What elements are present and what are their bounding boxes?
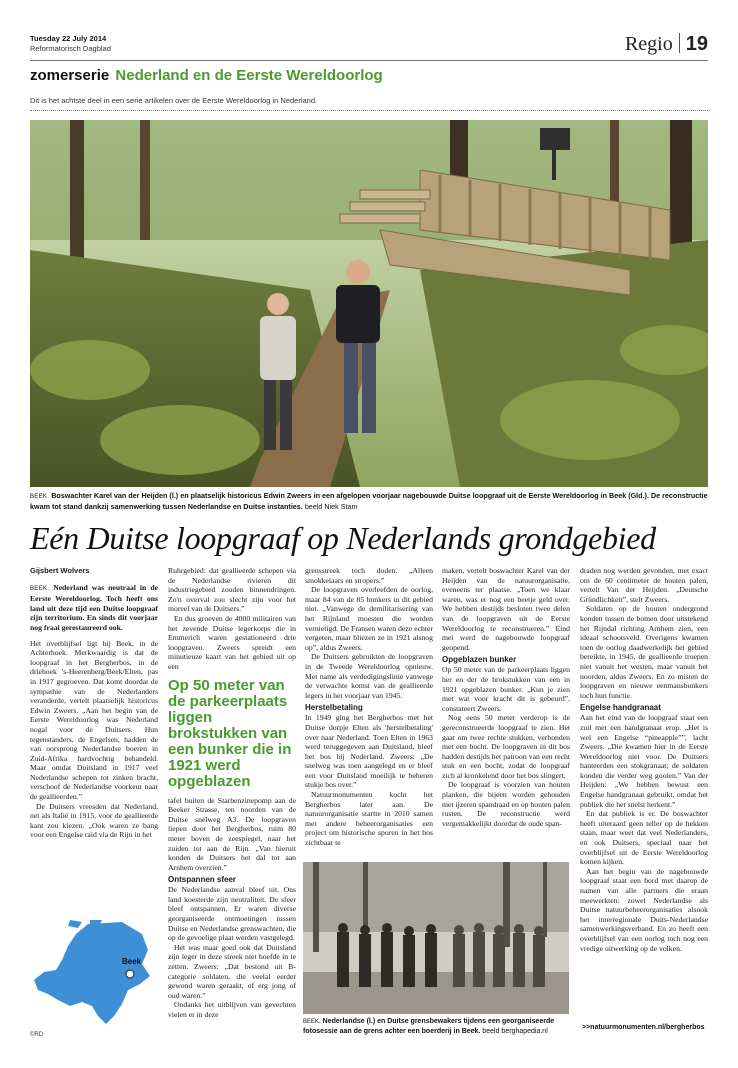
caption2-credit: beeld berghapedia.nl	[482, 1028, 548, 1035]
paragraph: Op 50 meter van de parkeerplaats liggen her en der de brokstukken van een in 1921 opgeblazen bunker. „Kun je zien met wat voor kracht dit is gebeurd”, constateert Zweers.	[442, 665, 570, 713]
trench-illustration	[30, 120, 708, 487]
pull-quote: Op 50 meter van de parkeerplaats liggen brokstukken van een bunker die in 1921 werd opgeblazen	[168, 676, 292, 790]
headline: Eén Duitse loopgraaf op Nederlands grondgebied	[30, 520, 656, 556]
masthead-rule	[30, 60, 708, 61]
netherlands-map	[30, 920, 158, 1028]
page-number: 19	[685, 33, 708, 55]
article-column-2	[168, 566, 296, 1020]
paragraph: Soldaten op de houten ondergrond konden tussen de bomen door uitstekend het Rijndal richting Arnhem zien, een ideaal schootsveld. Overigens kwamen toen de oorlog daadwerkelijk het gebied bereikte, in 1945, de geallieerde troepen niet vanuit het westen, maar vanuit het noorden, aldus Zweers. En zo misten de loopgraven en nieuwe eenmansbunkers toch hun functie.	[580, 604, 708, 700]
lead-text: Nederland was neutraal in de Eerste Wereldoorlog. Toch heeft ons land uit deze tijd een Duitse loopgraaf zijn territorium. En sinds dit voorjaar nog fraai gerestaureerd ook.	[30, 582, 159, 632]
caption-text: Boswachter Karel van der Heijden (l.) en plaatselijk historicus Edwin Zweers in een afgelopen voorjaar nagebouwde Duitse loopgraaf uit de Eerste Wereldoorlog in Beek (Gld.). De reconstructie kwam tot stand dankzij samenwerking tussen Nederlandse en Duitse instanties.	[30, 491, 708, 511]
masthead-separator	[679, 33, 680, 53]
paragraph: draden nog werden gevonden, met exact om de 60 centimeter de houten palen, vertelt Van der Heijden. „Deutsche Gründlichkeit”, stelt Zweers.	[580, 566, 708, 604]
issue-date: Tuesday 22 July 2014	[30, 34, 107, 43]
article-lead	[30, 583, 158, 633]
subheading: Ontspannen sfeer	[168, 875, 237, 885]
series-kicker: zomerserie	[30, 67, 110, 84]
paragraph: Het overblijfsel ligt bij Beek, in de Achterhoek. Merkwaardig is dat de loopgraaf in het Bergherbos, in de driehoek 's-Heerenberg/Beek/Elten, pas in 1917 gegroeven. Dat komt doordat de sympathie van de Nederlanders veranderde, vertelt plaatselijk historicus Edwin Zweers. „Aan het begin van de Eerste Wereldoorlog was Nederland nogal voor de Duitsers. Hun tegenstanders, de Engelsen, hadden de van oorsprong Nederlandse boeren in Zuid-Afrika hardvochtig behandeld. Maar omdat Duitsland in 1917 veel Nederlandse schepen tot zinken bracht, verschoof de Nederlandse voorkeur naar de geallieerden.”	[30, 638, 158, 802]
article-column-5	[580, 566, 708, 953]
historic-photo	[303, 862, 569, 1014]
intro-rule	[30, 110, 708, 111]
paragraph: De Duitsers vreesden dat Nederland, net als Italië in 1915, voor de geallieerde kant zou kiezen. „Ook waren ze bang voor een Engelse raid via de Rijn in het	[30, 801, 158, 840]
byline: Gijsbert Wolvers	[30, 566, 90, 575]
paragraph: Ondanks het uitblijven van gevechten vielen er in deze	[168, 1000, 296, 1019]
series-header	[30, 66, 383, 86]
location-map	[30, 920, 158, 1028]
main-photo	[30, 120, 708, 487]
paragraph: tafel buiten de Starbenzinepomp aan de Beeker Strasse, ten noorden van de Duitse snelweg A3. De loopgraven liepen door het Bergherbos, ruim 80 meter boven de zeespiegel, naar het zuiden tot aan de Rijn. „Van hieruit konden de Duitsers het dal tot aan Arnhem overzien.”	[168, 795, 296, 872]
dateline: BEEK.	[30, 585, 50, 592]
historic-soldiers-illustration	[303, 862, 569, 1014]
caption-credit: beeld Niek Stam	[304, 502, 358, 511]
paragraph: De Nederlandse aanval bleef uit. Ons land koesterde zijn neutraliteit. De sfeer bleef ontspannen. Er waren diverse georganiseerde ontmoetingen tussen Duitse en Nederlandse grenswachten, die op de gevoelige plaat werden vastgelegd.	[168, 885, 296, 943]
masthead-left	[30, 34, 111, 54]
paragraph: De loopgraaf is voorzien van houten planken, die bijeen worden gehouden met ijzeren spandraad en op houten palen rusten. De reconstructie werd vergemakkelijkt doordat de oude span-	[442, 780, 570, 828]
map-label-beek: Beek	[122, 957, 142, 966]
map-credit: ©RD	[30, 1032, 44, 1038]
beek-marker	[126, 970, 134, 978]
paragraph: In 1949 ging het Bergherbos met het Duitse dorpje Elten als 'herstelbetaling' over naar Nederland. Toen Elten in 1963 werd teruggegeven aan Duitsland, bleef het bos bij Nederland. Zweers: „De snelweg was toen aangelegd en er bleef een voor Duitsland moeilijk te beheren stukje bos over.”	[305, 713, 433, 790]
caption2-tag: BEEK.	[303, 1019, 321, 1025]
article-column-4	[442, 566, 570, 828]
caption2-text: Nederlandse (l.) en Duitse grensbewakers tijdens een georganiseerde fotosessie aan de grens achter een boerderij in Beek.	[303, 1018, 555, 1035]
historic-photo-caption	[303, 1017, 569, 1036]
paragraph: Het was maar goed ook dat Duitsland zijn leger in deze streek niet hoefde in te zetten. Zweers: „Dat bestond uit B-categorie soldaten, die veelal eerder gewond waren geraakt, of erg jong of oud waren.”	[168, 942, 296, 1000]
paragraph: Aan het begin van de nagebouwde loopgraaf staat een bord met daarop de namen van alle partners die eraan meewerkten: zowel Nederlandse als Duitse natuurbeheerorganisaties alsook het interregionale Duits-Nederlandse samenwerkingsverband. En zo heeft een overblijfsel van een oorlog toch nog een vredige uitwerking op de volken.	[580, 866, 708, 953]
caption-tag: BEEK.	[30, 494, 50, 500]
paragraph: grensstreek toch doden. „Alleen smokkelaars en stropers.”	[305, 566, 433, 585]
series-title: Nederland en de Eerste Wereldoorlog	[115, 67, 383, 84]
paragraph: Natuurmonumenten kocht het Bergherbos later aan. De natuurorganisatie startte in 2010 samen met andere beheerorganisaties een project om historische sporen in het bos zichtbaar te	[305, 790, 433, 848]
paragraph: En dat publiek is er. De boswachter heeft uiteraard geen teller op de hekken staan, maar weet dat veel Nederlanders, en ook Duitsers, speciaal naar het overblijfsel uit de Eerste Wereldoorlog komen kijken.	[580, 809, 708, 867]
paragraph: De loopgraven overleefden de oorlog, maar 84 van de 85 bunkers in dit gebied niet. „Vanwege de demilitarisering van het Rijnland moesten die worden vernietigd. De Fransen waren deze echter vergeten, maar bliezen ze in 1921 alsnog op”, aldus Zweers.	[305, 585, 433, 652]
paragraph: En dus groeven de 4000 militairen van het zevende Duitse legerkorps die in Emmerich waren gestationeerd drie loopgraven. Zweers spreidt een minutieuze kaart van het gebied uit op een	[168, 613, 296, 671]
paragraph: Ruhrgebied: dat geallieerde schepen via de Nederlandse rivieren dit industriegebied zouden binnendringen. Zo'n overval zou slecht zijn voor het moreel van de Duitsers.”	[168, 566, 296, 614]
main-photo-caption	[30, 491, 708, 511]
article-column-3	[305, 566, 433, 848]
web-link[interactable]: >>natuurmonumenten.nl/bergherbos	[582, 1024, 705, 1031]
subheading: Engelse handgranaat	[580, 703, 661, 713]
subheading: Herstelbetaling	[305, 703, 363, 713]
paragraph: De Duitsers gebruikten de loopgraven in de Tweede Wereldoorlog opnieuw. Met name als verdedigingslinie vanwege de verwachte komst van de geallieerde legers in het voorjaar van 1945.	[305, 652, 433, 700]
paragraph: maken, vertelt boswachter Karel van der Heijden van de natuurorganisatie, eveneens ter plaatse. „Toen we klaar waren, was er nog een beetje geld over. We hebben destijds besloten twee delen van de loopgraven uit de Eerste Wereldoorlog te reconstrueren.” Eind mei werd de nagebouwde loopgraaf geopend.	[442, 566, 570, 652]
paragraph: Nog eens 50 meter verderop is de gereconstrueerde loopgraaf te zien. Het gaat om twee rechte stukken, verbonden met een bocht. De loopgraven in dit bos hadden destijds het patroon van een recht stuk en een bocht, zodat de loopgraaf zich al kronkelend door het bos slingert.	[442, 713, 570, 780]
subheading: Opgeblazen bunker	[442, 655, 517, 665]
series-intro: Dit is het achtste deel in een serie artikelen over de Eerste Wereldoorlog in Nederland.	[30, 96, 318, 105]
article-column-1	[30, 566, 158, 840]
paragraph: Aan het eind van de loopgraaf staat een zuil met een handgranaat erop. „Het is wel een Engelse “pineapple””, lacht Zweers. „Die kwamen hier in de Eerste Wereldoorlog niet voor. De Duitsers hanteerden een stokgranaat; de soldaten konden die verder weg gooien.” Van der Heijden: „We hebben bewust een Engelse handgranaat gebruikt, omdat het publiek die het snelst herkent.”	[580, 713, 708, 809]
paper-name: Reformatorisch Dagblad	[30, 44, 111, 53]
section-name: Regio	[624, 33, 673, 55]
masthead-right	[625, 32, 708, 56]
